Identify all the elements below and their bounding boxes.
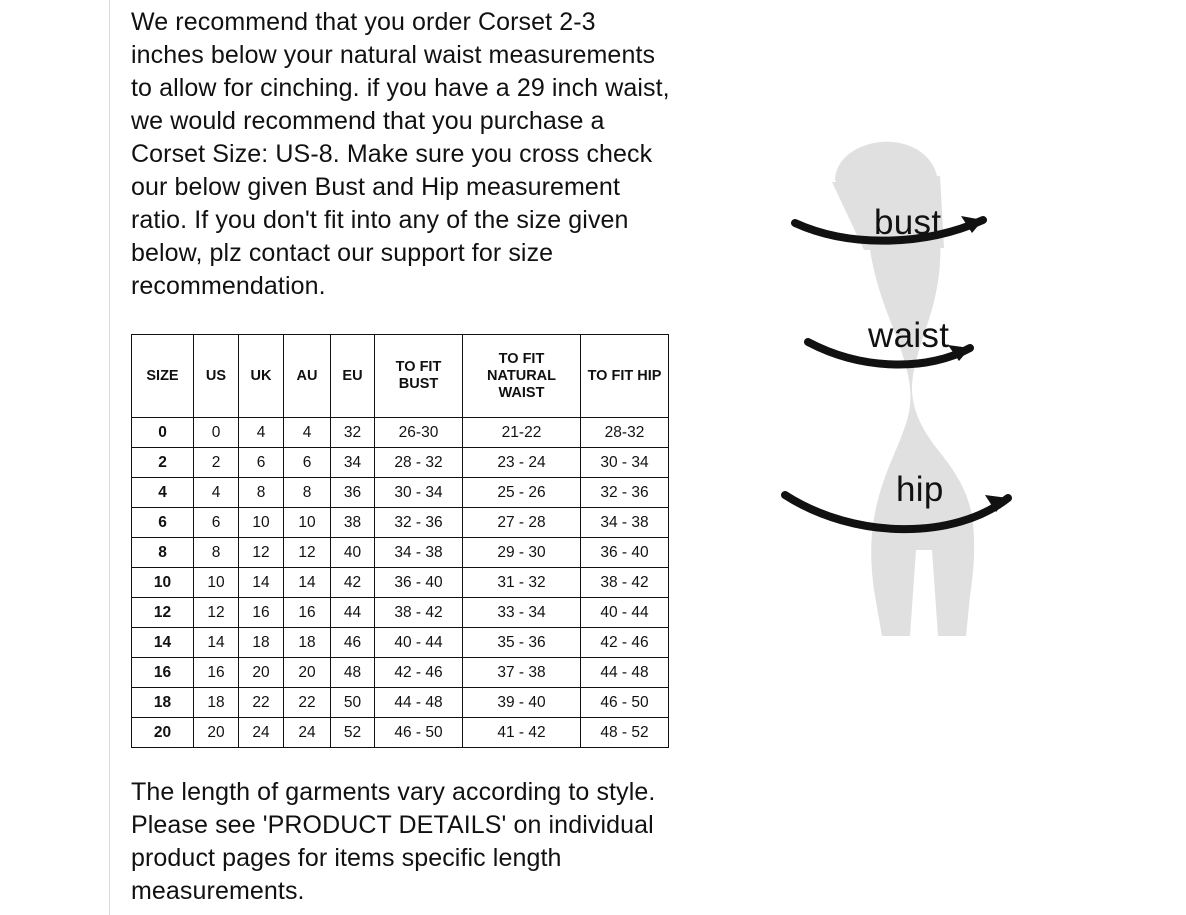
cell-bust: 38 - 42 [375,598,463,628]
cell-eu: 36 [331,478,375,508]
table-row [132,478,669,508]
cell-eu: 50 [331,688,375,718]
cell-au: 18 [284,628,331,658]
cell-uk: 20 [239,658,284,688]
cell-hip: 48 - 52 [581,718,669,748]
cell-uk: 22 [239,688,284,718]
cell-waist: 41 - 42 [463,718,581,748]
cell-waist: 23 - 24 [463,448,581,478]
cell-size: 10 [132,568,194,598]
hip-label: hip [896,470,944,509]
outro-paragraph: The length of garments vary according to style. Please see 'PRODUCT DETAILS' on individual product pages for items specific length measurements. [131,778,656,905]
cell-hip: 38 - 42 [581,568,669,598]
cell-bust: 40 - 44 [375,628,463,658]
cell-hip: 30 - 34 [581,448,669,478]
cell-uk: 24 [239,718,284,748]
cell-au: 24 [284,718,331,748]
cell-bust: 26-30 [375,418,463,448]
cell-eu: 42 [331,568,375,598]
cell-bust: 42 - 46 [375,658,463,688]
cell-bust: 34 - 38 [375,538,463,568]
cell-size: 16 [132,658,194,688]
column-header-us: US [194,335,239,418]
cell-waist: 33 - 34 [463,598,581,628]
cell-us: 2 [194,448,239,478]
cell-bust: 30 - 34 [375,478,463,508]
table-row [132,628,669,658]
cell-us: 0 [194,418,239,448]
column-header-hip: TO FIT HIP [581,335,669,418]
cell-eu: 44 [331,598,375,628]
cell-us: 16 [194,658,239,688]
cell-au: 20 [284,658,331,688]
table-row [132,418,669,448]
cell-uk: 12 [239,538,284,568]
cell-eu: 32 [331,418,375,448]
cell-hip: 44 - 48 [581,658,669,688]
cell-hip: 46 - 50 [581,688,669,718]
cell-size: 6 [132,508,194,538]
cell-eu: 34 [331,448,375,478]
body-measurement-figure [740,120,1140,800]
cell-size: 4 [132,478,194,508]
cell-bust: 46 - 50 [375,718,463,748]
cell-waist: 27 - 28 [463,508,581,538]
size-chart-table [131,334,669,748]
column-header-size: SIZE [132,335,194,418]
cell-us: 14 [194,628,239,658]
column-header-uk: UK [239,335,284,418]
column-header-eu: EU [331,335,375,418]
cell-hip: 34 - 38 [581,508,669,538]
cell-uk: 6 [239,448,284,478]
left-margin-rule [109,0,110,915]
cell-waist: 31 - 32 [463,568,581,598]
table-header-row [132,335,669,418]
cell-au: 14 [284,568,331,598]
cell-us: 12 [194,598,239,628]
table-row [132,598,669,628]
cell-us: 18 [194,688,239,718]
cell-hip: 32 - 36 [581,478,669,508]
table-row [132,448,669,478]
cell-uk: 4 [239,418,284,448]
cell-eu: 48 [331,658,375,688]
column-header-waist: TO FIT NATURAL WAIST [463,335,581,418]
cell-size: 20 [132,718,194,748]
cell-uk: 14 [239,568,284,598]
cell-au: 10 [284,508,331,538]
cell-waist: 21-22 [463,418,581,448]
cell-eu: 46 [331,628,375,658]
cell-au: 16 [284,598,331,628]
cell-au: 4 [284,418,331,448]
cell-waist: 37 - 38 [463,658,581,688]
cell-uk: 10 [239,508,284,538]
cell-au: 8 [284,478,331,508]
cell-uk: 18 [239,628,284,658]
cell-hip: 40 - 44 [581,598,669,628]
cell-au: 22 [284,688,331,718]
table-row [132,688,669,718]
cell-us: 20 [194,718,239,748]
table-row [132,568,669,598]
cell-waist: 25 - 26 [463,478,581,508]
cell-size: 18 [132,688,194,718]
bust-label: bust [874,203,942,242]
cell-size: 0 [132,418,194,448]
column-header-bust: TO FIT BUST [375,335,463,418]
cell-uk: 16 [239,598,284,628]
cell-us: 8 [194,538,239,568]
cell-eu: 40 [331,538,375,568]
table-row [132,718,669,748]
cell-waist: 35 - 36 [463,628,581,658]
cell-hip: 42 - 46 [581,628,669,658]
intro-paragraph: We recommend that you order Corset 2-3 inches below your natural waist measurements to allow for cinching. if you have a 29 inch waist, we would recommend that you purchase a Corset Size: US-8. Make sure you cross check our below given Bust and Hip measurement ratio. If you don't fit into any of the size given below, plz contact our support for size recommendation. [131,8,670,300]
cell-eu: 38 [331,508,375,538]
table-row [132,508,669,538]
table-row [132,658,669,688]
cell-au: 6 [284,448,331,478]
column-header-au: AU [284,335,331,418]
cell-bust: 44 - 48 [375,688,463,718]
cell-uk: 8 [239,478,284,508]
cell-us: 4 [194,478,239,508]
text-and-table-column [131,0,691,908]
cell-eu: 52 [331,718,375,748]
cell-bust: 36 - 40 [375,568,463,598]
cell-size: 8 [132,538,194,568]
cell-bust: 28 - 32 [375,448,463,478]
table-row [132,538,669,568]
waist-label: waist [868,316,950,355]
cell-size: 12 [132,598,194,628]
cell-au: 12 [284,538,331,568]
cell-us: 10 [194,568,239,598]
cell-waist: 39 - 40 [463,688,581,718]
cell-size: 14 [132,628,194,658]
cell-size: 2 [132,448,194,478]
cell-bust: 32 - 36 [375,508,463,538]
cell-us: 6 [194,508,239,538]
cell-waist: 29 - 30 [463,538,581,568]
cell-hip: 28-32 [581,418,669,448]
cell-hip: 36 - 40 [581,538,669,568]
